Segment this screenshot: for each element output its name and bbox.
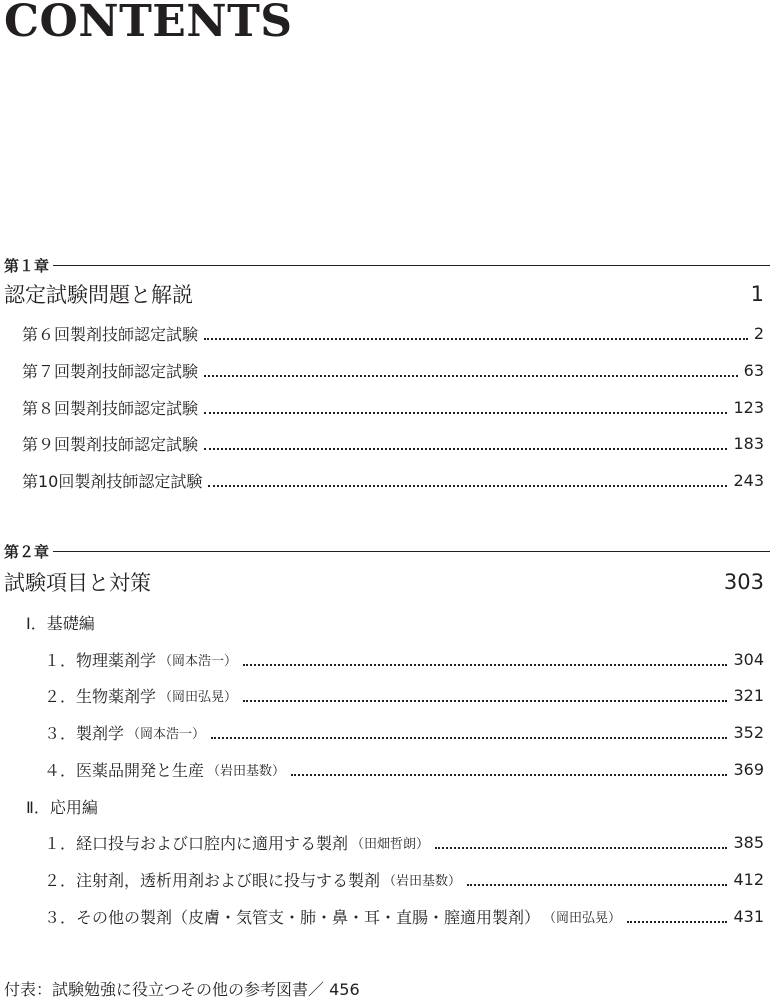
toc-entry[interactable] [44, 758, 764, 780]
toc-entry[interactable] [22, 432, 764, 454]
dot-leader [204, 338, 748, 340]
appendix-line[interactable]: 付表：試験勉強に役立つその他の参考図書／ 456 [4, 979, 360, 999]
toc-entry[interactable] [22, 359, 764, 381]
chapter-1-label-row [4, 256, 770, 274]
entry-page: 304 [733, 649, 764, 669]
entry-title: 経口投与および口腔内に適用する製剤 [76, 833, 349, 853]
entry-title: 第９回製剤技師認定試験 [22, 434, 199, 454]
entry-author: （岩田基数） [207, 763, 286, 779]
entry-page: 2 [753, 323, 764, 343]
dot-leader [291, 774, 727, 776]
entry-title: その他の製剤（皮膚・気管支・肺・鼻・耳・直腸・膣適用製剤） [76, 907, 541, 927]
entry-title: 第６回製剤技師認定試験 [22, 324, 199, 344]
chapter-1-label: 第１章 [4, 256, 50, 275]
dot-leader [204, 375, 738, 377]
dot-leader [211, 737, 727, 739]
page-title: CONTENTS [4, 0, 293, 47]
entry-page: 352 [733, 722, 764, 742]
entry-page: 321 [733, 685, 764, 705]
chapter-2-title-row[interactable] [4, 568, 764, 596]
toc-entry[interactable] [44, 648, 764, 670]
dot-leader [627, 921, 727, 923]
entry-page: 412 [733, 869, 764, 889]
dot-leader [243, 700, 727, 702]
entry-page: 243 [733, 470, 764, 490]
entry-page: 369 [733, 759, 764, 779]
dot-leader [243, 664, 727, 666]
chapter-1-title: 認定試験問題と解説 [4, 283, 193, 307]
toc-entry[interactable] [44, 684, 764, 706]
entry-page: 431 [733, 906, 764, 926]
chapter-2-page: 303 [723, 570, 764, 594]
entry-number: ４． [44, 760, 77, 780]
entry-author: （田畑哲朗） [351, 836, 430, 852]
dot-leader [467, 884, 727, 886]
toc-entry[interactable] [44, 868, 764, 890]
entry-page: 183 [733, 433, 764, 453]
chapter-2-label-row [4, 542, 770, 560]
toc-entry[interactable] [22, 396, 764, 418]
entry-title: 第７回製剤技師認定試験 [22, 361, 199, 381]
entry-number: ３． [44, 723, 77, 743]
entry-page: 123 [733, 397, 764, 417]
dot-leader [204, 412, 727, 414]
entry-page: 385 [733, 832, 764, 852]
entry-number: １． [44, 650, 77, 670]
entry-title: 注射剤，透析用剤および眼に投与する製剤 [76, 870, 381, 890]
entry-author: （岩田基数） [383, 873, 462, 889]
dot-leader [208, 485, 727, 487]
entry-number: ２． [44, 870, 77, 890]
dot-leader [204, 448, 727, 450]
chapter-1-rule [53, 265, 770, 266]
entry-page: 63 [743, 360, 764, 380]
entry-author: （岡本浩一） [159, 653, 238, 669]
section-heading-basic: Ⅰ．基礎編 [26, 613, 95, 633]
entry-author: （岡田弘晃） [159, 689, 238, 705]
entry-author: （岡田弘晃） [543, 910, 622, 926]
toc-entry[interactable] [44, 905, 764, 927]
chapter-2-label: 第２章 [4, 542, 50, 561]
section-heading-applied: Ⅱ．応用編 [26, 797, 98, 817]
chapter-1-page: 1 [750, 282, 764, 306]
entry-title: 第８回製剤技師認定試験 [22, 398, 199, 418]
entry-title: 生物薬剤学 [76, 686, 157, 706]
toc-entry[interactable] [22, 469, 764, 491]
entry-title: 製剤学 [76, 723, 125, 743]
entry-number: ２． [44, 686, 77, 706]
chapter-2-rule [53, 551, 770, 552]
entry-title: 医薬品開発と生産 [76, 760, 205, 780]
entry-author: （岡本浩一） [127, 726, 206, 742]
toc-entry[interactable] [22, 322, 764, 344]
chapter-2-title: 試験項目と対策 [4, 571, 151, 595]
entry-title: 第10回製剤技師認定試験 [22, 471, 203, 491]
toc-entry[interactable] [44, 831, 764, 853]
entry-number: １． [44, 833, 77, 853]
entry-title: 物理薬剤学 [76, 650, 157, 670]
chapter-1-title-row[interactable] [4, 280, 764, 308]
entry-number: ３． [44, 907, 77, 927]
toc-entry[interactable] [44, 721, 764, 743]
dot-leader [435, 847, 727, 849]
